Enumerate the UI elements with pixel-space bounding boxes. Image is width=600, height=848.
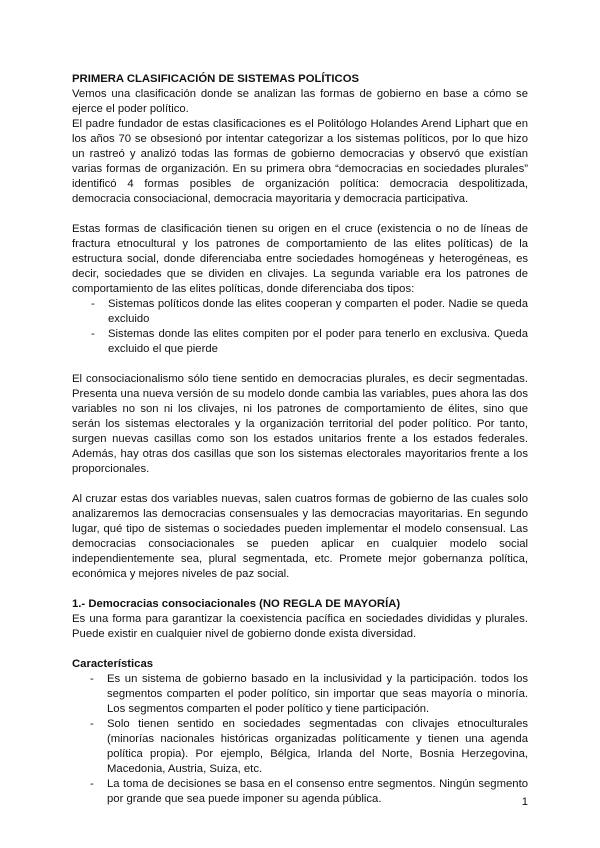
- paragraph-gap: [72, 207, 528, 222]
- paragraph-gap: [72, 357, 528, 372]
- list-item: - Sistemas políticos donde las elites cooperan y comparten el poder. Nadie se queda excluido: [108, 297, 528, 327]
- section-paragraph: Es una forma para garantizar la coexistencia pacífica en sociedades divididas y plurales. Puede existir en cualquier nivel de gobierno donde exista diversidad.: [72, 613, 528, 640]
- caracteristicas-list: [72, 672, 528, 807]
- paragraph-gap: [72, 642, 528, 657]
- cruzar-paragraph: Al cruzar estas dos variables nuevas, salen cuatros formas de gobierno de las cuales solo analizaremos las democracias consensuales y las democracias mayoritarias. En segundo lugar, qué tipo de sistemas o sociedades pueden implementar el modelo consensual. Las democracias consociacionales se pueden aplicar en cualquier modelo social independientemente sea, plural segmentada, etc. Promete mejor gobernanza política, económica y mejores niveles de paz social.: [72, 493, 528, 580]
- list-item: - Sistemas donde las elites compiten por el poder para tenerlo en exclusiva. Queda excluido el que pierde: [108, 327, 528, 357]
- paragraph-gap: [72, 582, 528, 597]
- intro-paragraph: Vemos una clasificación donde se analizan las formas de gobierno en base a cómo se ejerce el poder político.: [72, 88, 528, 115]
- paragraph-gap: [72, 477, 528, 492]
- list-item: - La toma de decisiones se basa en el consenso entre segmentos. Ningún segmento por grande que sea puede imponer su agenda pública.: [107, 777, 528, 807]
- formas-paragraph: Estas formas de clasificación tienen su origen en el cruce (existencia o no de líneas de fractura etnocultural y los patrones de comportamiento de las elites políticas) de la estructura social, donde diferenciaba entre sociedades homogéneas y heterogéneas, es decir, sociedades que se dividen en clivajes. La segunda variable era los patrones de comportamiento de las elites políticas, donde diferenciaba dos tipos:: [72, 223, 528, 295]
- page-number: 1: [521, 796, 528, 808]
- section-heading: 1.- Democracias consociacionales (NO REGLA DE MAYORÍA): [72, 598, 401, 610]
- document-body: [72, 72, 528, 807]
- list-item: - Solo tienen sentido en sociedades segmentadas con clivajes etnoculturales (minorías nacionales históricas organizadas políticamente y tienen una agenda política propia). Por ejemplo, Bélgica, Irlanda del Norte, Bosnia Herzegovina, Macedonia, Austria, Suiza, etc.: [107, 717, 528, 777]
- list-item: - Es un sistema de gobierno basado en la inclusividad y la participación. todos los segmentos comparten el poder político, sin importar que seas mayoría o minoría. Los segmentos comparten el poder político y tiene participación.: [107, 672, 528, 717]
- document-title: PRIMERA CLASIFICACIÓN DE SISTEMAS POLÍTICOS: [72, 73, 360, 85]
- consociacionalismo-paragraph: El consociacionalismo sólo tiene sentido en democracias plurales, es decir segmentadas. Presenta una nueva versión de su modelo donde cambia las variables, pues ahora las dos variables no son ni los clivajes, ni los patrones de comportamiento de élites, sino que serán los sistemas electorales y la organización territorial del poder político. Por tanto, surgen nuevas casillas como son los estados unitarios frente a los estados federales. Además, hay otras dos casillas que son los sistemas electorales mayoritarios frente a los proporcionales.: [72, 373, 528, 475]
- intro-paragraph: El padre fundador de estas clasificaciones es el Politólogo Holandes Arend Liphart que en los años 70 se obsesionó por intentar categorizar a los sistemas políticos, por lo que hizo un rastreó y analizó todas las formas de gobierno democracias y observó que existían varias formas de organización. En su primera obra “democracias en sociedades plurales” identificó 4 formas posibles de organización política: democracia despolitizada, democracia consociacional, democracia mayoritaria y democracia participativa.: [72, 118, 528, 205]
- caracteristicas-heading: Características: [72, 658, 154, 670]
- tipos-list: [72, 297, 528, 357]
